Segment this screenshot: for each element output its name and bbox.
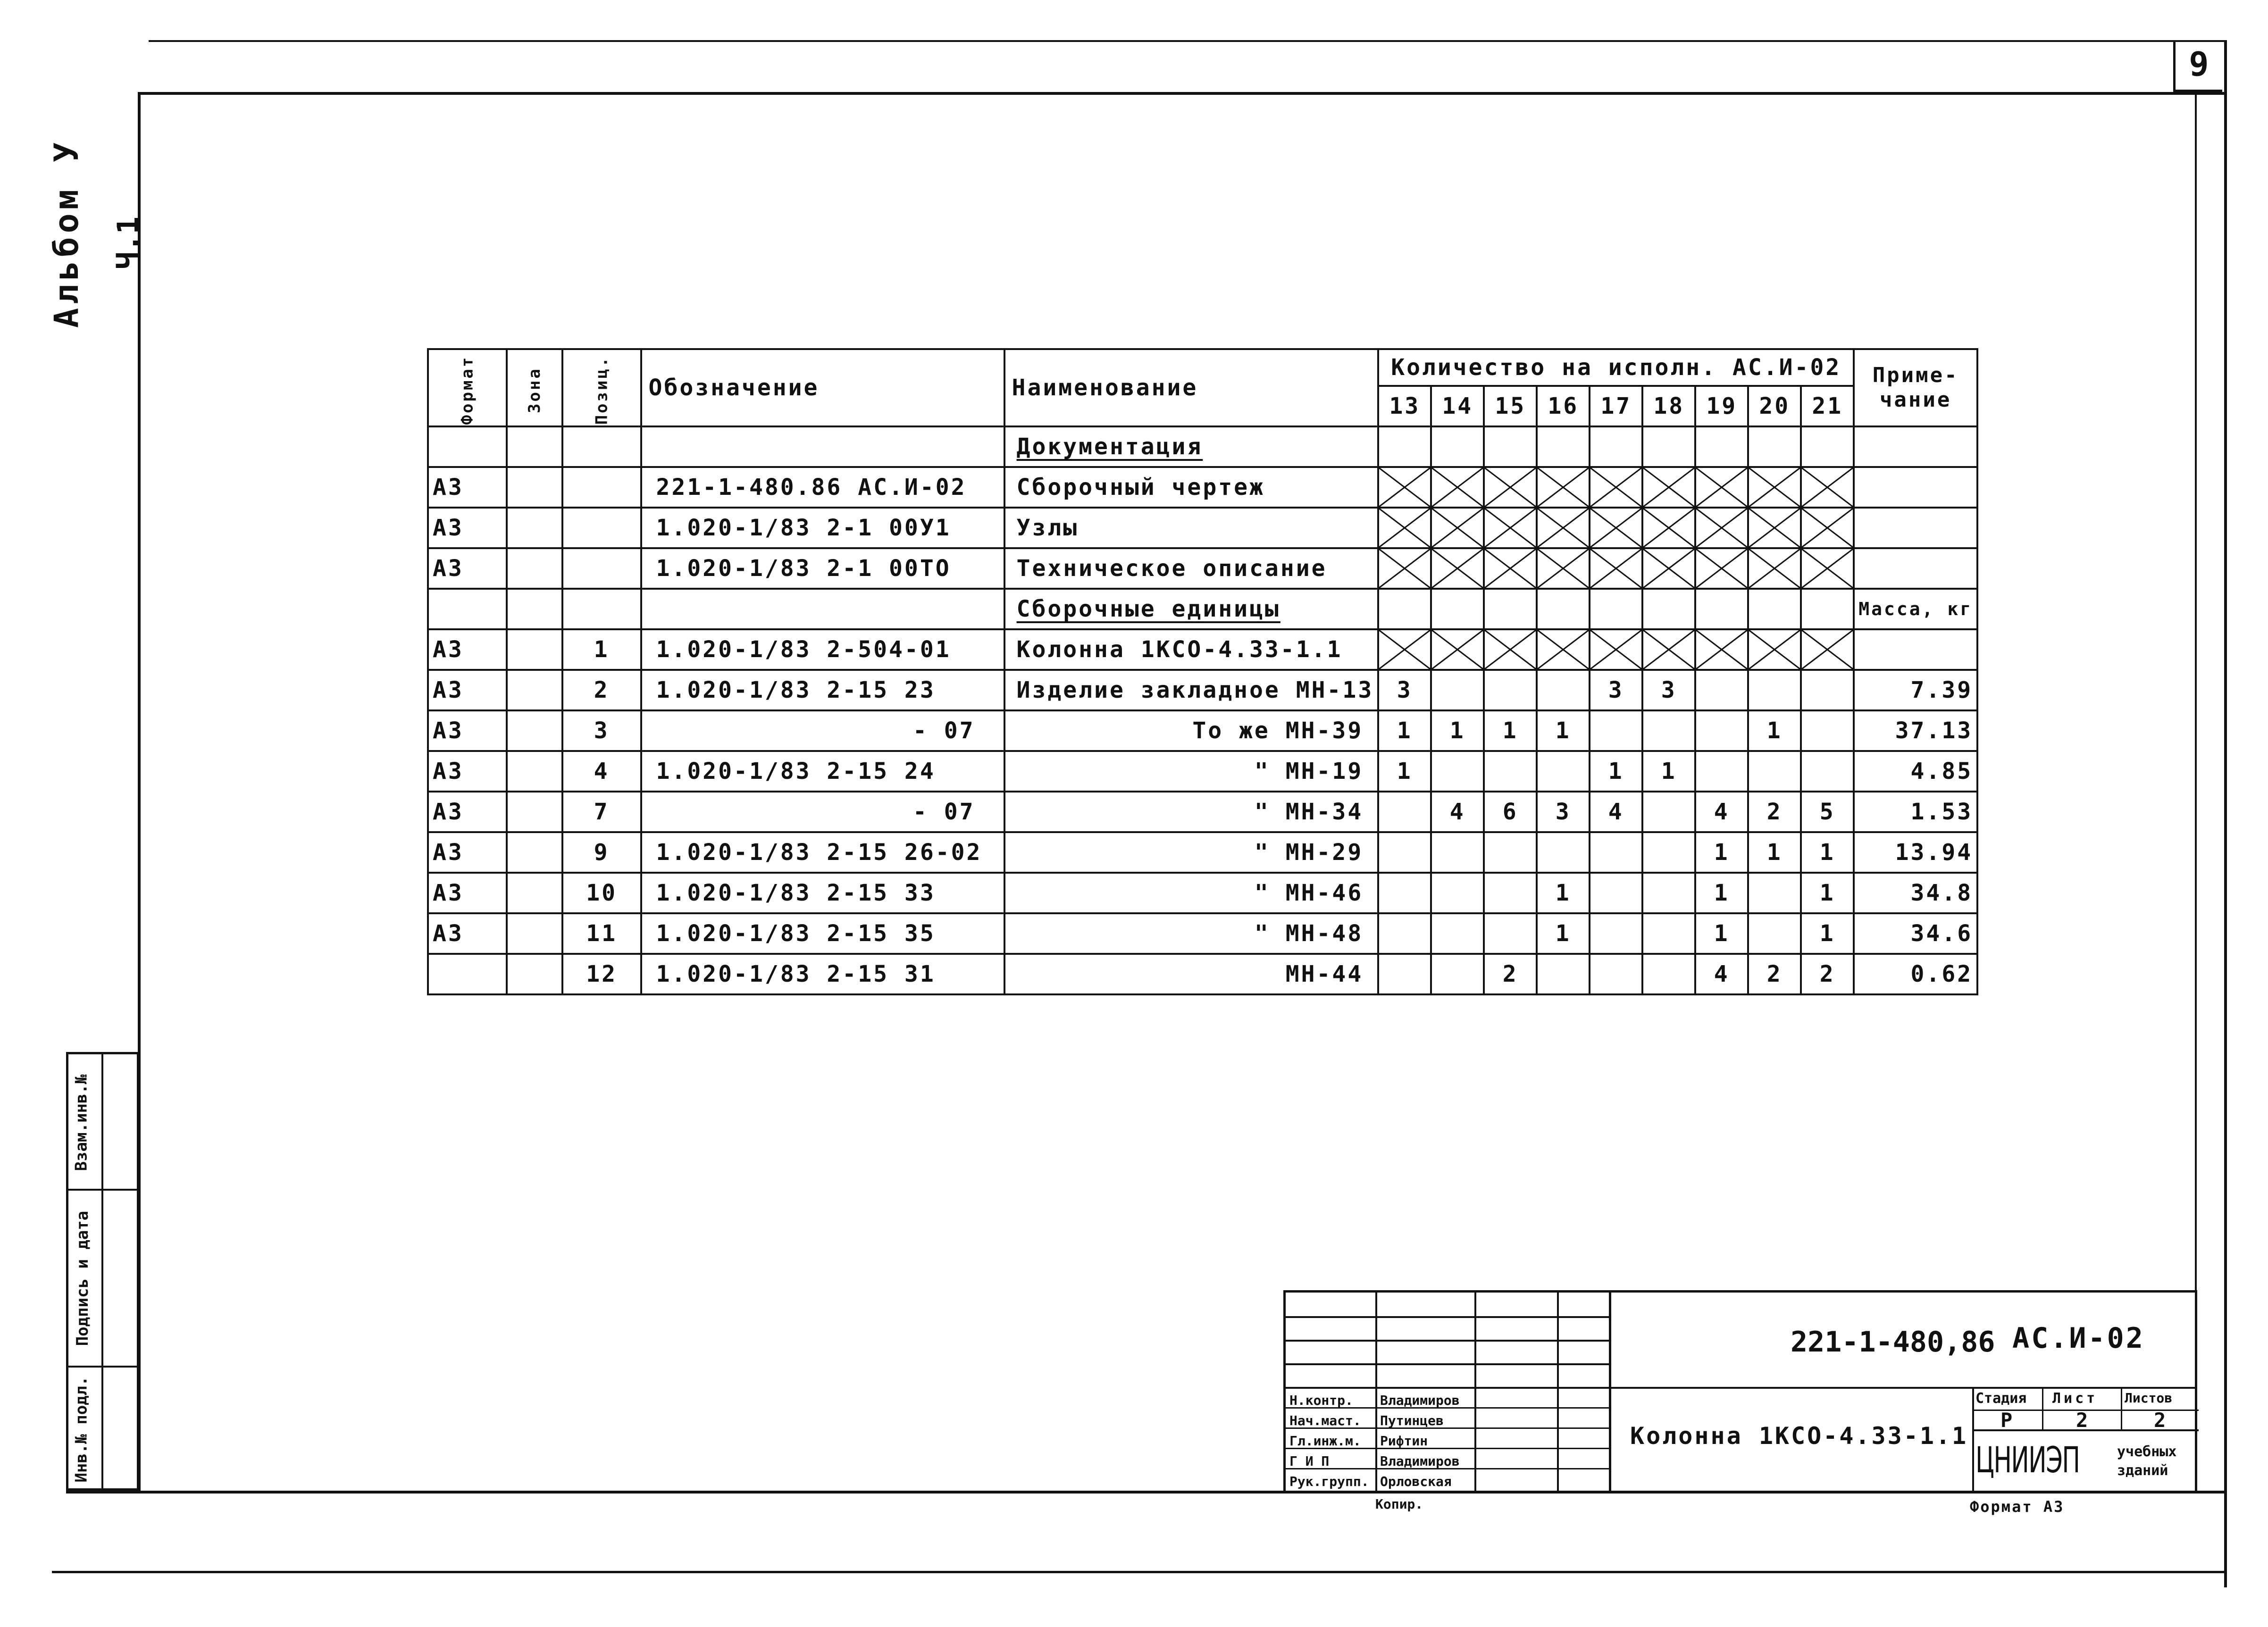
cell-note: 1.53: [1854, 792, 1977, 832]
cell-qty: 4: [1590, 792, 1642, 832]
variant-16: 16: [1537, 386, 1590, 426]
cell-qty: [1537, 589, 1590, 629]
table-row: [428, 508, 1977, 548]
cell-zone: [507, 670, 562, 710]
cell-format: А3: [428, 751, 507, 792]
cell-qty: 2: [1748, 792, 1801, 832]
cell-name: Техническое описание: [1004, 548, 1379, 589]
cell-qty: [1801, 751, 1854, 792]
cell-qty: 3: [1590, 670, 1642, 710]
page-number-box: [2173, 40, 2222, 92]
cell-qty: [1431, 873, 1484, 913]
cell-qty: [1590, 913, 1642, 954]
person-name: Владимиров: [1380, 1453, 1460, 1469]
cell-pos: 10: [562, 873, 641, 913]
table-row: [428, 548, 1977, 589]
cell-zone: [507, 954, 562, 994]
cell-crossed: [1695, 467, 1748, 508]
cell-zone: [507, 426, 562, 467]
cell-zone: [507, 467, 562, 508]
cell-crossed: [1378, 467, 1431, 508]
cell-format: [428, 426, 507, 467]
cell-zone: [507, 873, 562, 913]
sheets-value: 2: [2154, 1409, 2166, 1432]
cell-qty: [1484, 751, 1537, 792]
sheet-label: Лист: [2052, 1390, 2098, 1407]
cell-crossed: [1590, 467, 1642, 508]
cell-qty: [1590, 710, 1642, 751]
cell-crossed: [1431, 629, 1484, 670]
cell-pos: 4: [562, 751, 641, 792]
cell-designation: 1.020-1/83 2-15 24: [641, 751, 1004, 792]
col-note: Приме-чание: [1854, 349, 1977, 426]
cell-qty: [1801, 710, 1854, 751]
role-label: Гл.инж.м.: [1289, 1433, 1361, 1449]
cell-crossed: [1537, 548, 1590, 589]
variant-14: 14: [1431, 386, 1484, 426]
cell-crossed: [1642, 508, 1695, 548]
variant-15: 15: [1484, 386, 1537, 426]
person-name: Орловская: [1380, 1474, 1452, 1489]
cell-qty: [1801, 426, 1854, 467]
cell-format: А3: [428, 873, 507, 913]
cell-note: [1854, 426, 1977, 467]
cell-qty: [1484, 913, 1537, 954]
cell-zone: [507, 589, 562, 629]
header-row: [428, 349, 1977, 386]
frame-right: [2224, 40, 2227, 1587]
table-body: [428, 426, 1977, 994]
cell-pos: 7: [562, 792, 641, 832]
cell-qty: [1642, 954, 1695, 994]
cell-crossed: [1748, 508, 1801, 548]
sheets-label: Листов: [2125, 1390, 2173, 1406]
cell-qty: [1378, 426, 1431, 467]
cell-pos: 2: [562, 670, 641, 710]
stage-label: Стадия: [1975, 1390, 2027, 1407]
cell-qty: [1537, 426, 1590, 467]
cell-crossed: [1801, 629, 1854, 670]
cell-note: 37.13: [1854, 710, 1977, 751]
cell-qty: 1: [1378, 751, 1431, 792]
cell-qty: 1: [1590, 751, 1642, 792]
variant-21: 21: [1801, 386, 1854, 426]
cell-note: 34.6: [1854, 913, 1977, 954]
cell-qty: [1695, 710, 1748, 751]
person-name: Рифтин: [1380, 1433, 1428, 1449]
table-row: [428, 873, 1977, 913]
cell-pos: [562, 508, 641, 548]
col-pos: Позиц.: [562, 349, 641, 426]
cell-format: А3: [428, 629, 507, 670]
specification-table: [427, 348, 1978, 995]
cell-crossed: [1642, 548, 1695, 589]
cell-zone: [507, 832, 562, 873]
cell-format: А3: [428, 508, 507, 548]
cell-crossed: [1484, 548, 1537, 589]
table-row: [428, 832, 1977, 873]
cell-crossed: [1537, 508, 1590, 548]
cell-qty: [1537, 954, 1590, 994]
cell-qty: [1484, 426, 1537, 467]
cell-name: " МН-29: [1004, 832, 1379, 873]
table-row: [428, 913, 1977, 954]
cell-designation: - 07: [641, 792, 1004, 832]
cell-note: 13.94: [1854, 832, 1977, 873]
cell-name: Узлы: [1004, 508, 1379, 548]
cell-qty: [1378, 589, 1431, 629]
cell-qty: [1748, 426, 1801, 467]
cell-qty: [1431, 589, 1484, 629]
cell-name: МН-44: [1004, 954, 1379, 994]
role-label: Н.контр.: [1289, 1393, 1353, 1408]
cell-name: То же МН-39: [1004, 710, 1379, 751]
cell-pos: 9: [562, 832, 641, 873]
cell-pos: [562, 426, 641, 467]
cell-note: 0.62: [1854, 954, 1977, 994]
cell-qty: [1695, 670, 1748, 710]
cell-designation: 221-1-480.86 АС.И-02: [641, 467, 1004, 508]
inv-orig-label: Инв.№ подл.: [72, 1376, 91, 1483]
cell-crossed: [1695, 629, 1748, 670]
cell-format: А3: [428, 710, 507, 751]
cell-qty: [1748, 873, 1801, 913]
role-label: Нач.маст.: [1289, 1413, 1361, 1428]
inner-frame-right: [2195, 92, 2197, 1488]
cell-format: А3: [428, 913, 507, 954]
title-block: [1283, 1290, 2197, 1493]
cell-qty: 1: [1801, 873, 1854, 913]
cell-format: А3: [428, 670, 507, 710]
cell-format: [428, 589, 507, 629]
cell-pos: 3: [562, 710, 641, 751]
copied-label: Копир.: [1375, 1496, 1423, 1512]
cell-crossed: [1695, 548, 1748, 589]
cell-qty: [1378, 954, 1431, 994]
cell-designation: 1.020-1/83 2-15 31: [641, 954, 1004, 994]
inv-replace-label: Взам.инв.№: [72, 1074, 91, 1171]
cell-designation: 1.020-1/83 2-15 33: [641, 873, 1004, 913]
top-trim-line: [149, 40, 2225, 42]
cell-qty: [1537, 670, 1590, 710]
cell-name: " МН-48: [1004, 913, 1379, 954]
cell-qty: [1537, 751, 1590, 792]
cell-qty: [1537, 832, 1590, 873]
cell-zone: [507, 792, 562, 832]
stage-value: Р: [2000, 1409, 2013, 1432]
album-part: [111, 212, 144, 274]
cell-note: [1854, 508, 1977, 548]
cell-qty: [1642, 873, 1695, 913]
cell-designation: - 07: [641, 710, 1004, 751]
role-label: Г И П: [1289, 1453, 1330, 1469]
side-stamp: [66, 1052, 139, 1491]
cell-crossed: [1378, 508, 1431, 548]
cell-zone: [507, 751, 562, 792]
cell-name: Сборочные единицы: [1004, 589, 1379, 629]
table-row: [428, 426, 1977, 467]
cell-qty: [1378, 873, 1431, 913]
product-name: Колонна 1КСО-4.33-1.1: [1630, 1422, 1968, 1450]
cell-pos: [562, 589, 641, 629]
cell-crossed: [1748, 467, 1801, 508]
cell-qty: [1642, 589, 1695, 629]
cell-qty: 6: [1484, 792, 1537, 832]
cell-crossed: [1801, 548, 1854, 589]
cell-qty: 3: [1378, 670, 1431, 710]
cell-zone: [507, 629, 562, 670]
col-designation: Обозначение: [641, 349, 1004, 426]
cell-qty: 1: [1642, 751, 1695, 792]
cell-qty: 1: [1537, 710, 1590, 751]
cell-qty: 1: [1484, 710, 1537, 751]
cell-designation: 1.020-1/83 2-15 35: [641, 913, 1004, 954]
cell-qty: [1484, 670, 1537, 710]
cell-qty: [1431, 913, 1484, 954]
cell-crossed: [1748, 629, 1801, 670]
cell-crossed: [1537, 629, 1590, 670]
cell-qty: 2: [1748, 954, 1801, 994]
cell-qty: 5: [1801, 792, 1854, 832]
table-row: [428, 954, 1977, 994]
cell-note: 34.8: [1854, 873, 1977, 913]
cell-note: [1854, 629, 1977, 670]
cell-qty: [1484, 873, 1537, 913]
cell-qty: [1484, 589, 1537, 629]
cell-qty: [1801, 589, 1854, 629]
role-label: Рук.групп.: [1289, 1474, 1369, 1489]
col-qty-title: Количество на исполн. АС.И-02: [1378, 349, 1854, 386]
cell-qty: [1378, 792, 1431, 832]
cell-crossed: [1642, 629, 1695, 670]
sign-date-label: Подпись и дата: [73, 1210, 92, 1346]
cell-zone: [507, 913, 562, 954]
cell-pos: [562, 548, 641, 589]
cell-qty: [1642, 792, 1695, 832]
cell-qty: [1642, 426, 1695, 467]
cell-qty: 2: [1801, 954, 1854, 994]
cell-note: Масса, кг: [1854, 589, 1977, 629]
cell-qty: [1431, 670, 1484, 710]
table-row: [428, 629, 1977, 670]
cell-crossed: [1801, 508, 1854, 548]
cell-name: Колонна 1КСО-4.33-1.1: [1004, 629, 1379, 670]
cell-note: [1854, 548, 1977, 589]
variant-20: 20: [1748, 386, 1801, 426]
cell-qty: [1590, 954, 1642, 994]
cell-qty: [1695, 589, 1748, 629]
cell-qty: 1: [1748, 710, 1801, 751]
cell-format: [428, 954, 507, 994]
cell-crossed: [1484, 467, 1537, 508]
person-name: Владимиров: [1380, 1393, 1460, 1408]
cell-zone: [507, 508, 562, 548]
person-name: Путинцев: [1380, 1413, 1444, 1428]
cell-name: Изделие закладное МН-13: [1004, 670, 1379, 710]
cell-note: 4.85: [1854, 751, 1977, 792]
album-part-text: Ч.1: [111, 217, 145, 269]
cell-crossed: [1748, 548, 1801, 589]
cell-qty: 1: [1431, 710, 1484, 751]
format-label: Формат А3: [1970, 1498, 2065, 1516]
cell-pos: 11: [562, 913, 641, 954]
col-zone: Зона: [507, 349, 562, 426]
cell-name: " МН-46: [1004, 873, 1379, 913]
org-sub: учебных зданий: [2117, 1443, 2177, 1479]
cell-designation: 1.020-1/83 2-1 00ТО: [641, 548, 1004, 589]
cell-qty: 4: [1695, 792, 1748, 832]
table-row: [428, 792, 1977, 832]
cell-qty: [1378, 832, 1431, 873]
cell-name: " МН-34: [1004, 792, 1379, 832]
cell-crossed: [1484, 508, 1537, 548]
cell-qty: [1695, 426, 1748, 467]
cell-crossed: [1378, 629, 1431, 670]
cell-note: [1854, 467, 1977, 508]
cell-qty: 3: [1537, 792, 1590, 832]
cell-qty: [1748, 589, 1801, 629]
cell-qty: 4: [1431, 792, 1484, 832]
table-row: [428, 467, 1977, 508]
cell-qty: [1431, 832, 1484, 873]
org-name: ЦНИИЭП: [1975, 1439, 2080, 1481]
cell-qty: [1642, 710, 1695, 751]
cell-qty: [1378, 913, 1431, 954]
cell-qty: [1590, 426, 1642, 467]
col-format: Формат: [428, 349, 507, 426]
col-name: Наименование: [1004, 349, 1379, 426]
cell-crossed: [1590, 508, 1642, 548]
cell-format: А3: [428, 792, 507, 832]
page-number: 9: [2189, 45, 2209, 83]
album-title: Альбом У: [47, 138, 86, 328]
cell-pos: [562, 467, 641, 508]
cell-name: Документация: [1004, 426, 1379, 467]
cell-designation: 1.020-1/83 2-1 00У1: [641, 508, 1004, 548]
cell-format: А3: [428, 832, 507, 873]
cell-name: Сборочный чертеж: [1004, 467, 1379, 508]
variant-18: 18: [1642, 386, 1695, 426]
cell-designation: 1.020-1/83 2-15 26-02: [641, 832, 1004, 873]
cell-format: А3: [428, 467, 507, 508]
cell-crossed: [1537, 467, 1590, 508]
cell-qty: 1: [1695, 913, 1748, 954]
cell-qty: 1: [1748, 832, 1801, 873]
variant-19: 19: [1695, 386, 1748, 426]
cell-qty: [1748, 913, 1801, 954]
cell-name: " МН-19: [1004, 751, 1379, 792]
cell-qty: 1: [1378, 710, 1431, 751]
doc-code: 221-1-480,86: [1791, 1326, 1995, 1359]
cell-qty: [1590, 589, 1642, 629]
cell-crossed: [1378, 548, 1431, 589]
cell-designation: [641, 589, 1004, 629]
cell-qty: [1695, 751, 1748, 792]
cell-qty: 1: [1537, 873, 1590, 913]
cell-qty: 1: [1801, 913, 1854, 954]
cell-qty: [1642, 832, 1695, 873]
cell-crossed: [1484, 629, 1537, 670]
cell-qty: [1642, 913, 1695, 954]
variant-17: 17: [1590, 386, 1642, 426]
cell-format: А3: [428, 548, 507, 589]
cell-crossed: [1590, 548, 1642, 589]
cell-qty: 3: [1642, 670, 1695, 710]
album-label: [47, 138, 90, 328]
cell-crossed: [1431, 508, 1484, 548]
bottom-trim-line: [52, 1571, 2227, 1573]
table-row: [428, 589, 1977, 629]
cell-qty: [1590, 873, 1642, 913]
frame-top: [139, 92, 2227, 95]
cell-zone: [507, 710, 562, 751]
table-row: [428, 751, 1977, 792]
doc-suffix: АС.И-02: [2012, 1322, 2145, 1355]
cell-qty: [1590, 832, 1642, 873]
cell-crossed: [1431, 467, 1484, 508]
cell-qty: [1431, 426, 1484, 467]
cell-qty: [1431, 751, 1484, 792]
cell-pos: 12: [562, 954, 641, 994]
cell-qty: 1: [1801, 832, 1854, 873]
cell-zone: [507, 548, 562, 589]
table-row: [428, 670, 1977, 710]
variant-13: 13: [1378, 386, 1431, 426]
cell-note: 7.39: [1854, 670, 1977, 710]
cell-crossed: [1431, 548, 1484, 589]
cell-qty: [1801, 670, 1854, 710]
cell-crossed: [1590, 629, 1642, 670]
cell-qty: 1: [1537, 913, 1590, 954]
cell-qty: 4: [1695, 954, 1748, 994]
cell-qty: 2: [1484, 954, 1537, 994]
cell-designation: 1.020-1/83 2-504-01: [641, 629, 1004, 670]
cell-qty: [1748, 670, 1801, 710]
table-row: [428, 710, 1977, 751]
cell-crossed: [1801, 467, 1854, 508]
cell-qty: 1: [1695, 873, 1748, 913]
cell-crossed: [1695, 508, 1748, 548]
cell-crossed: [1642, 467, 1695, 508]
cell-qty: 1: [1695, 832, 1748, 873]
cell-designation: 1.020-1/83 2-15 23: [641, 670, 1004, 710]
cell-qty: [1748, 751, 1801, 792]
cell-qty: [1431, 954, 1484, 994]
cell-pos: 1: [562, 629, 641, 670]
cell-qty: [1484, 832, 1537, 873]
sheet-value: 2: [2076, 1409, 2088, 1432]
cell-designation: [641, 426, 1004, 467]
